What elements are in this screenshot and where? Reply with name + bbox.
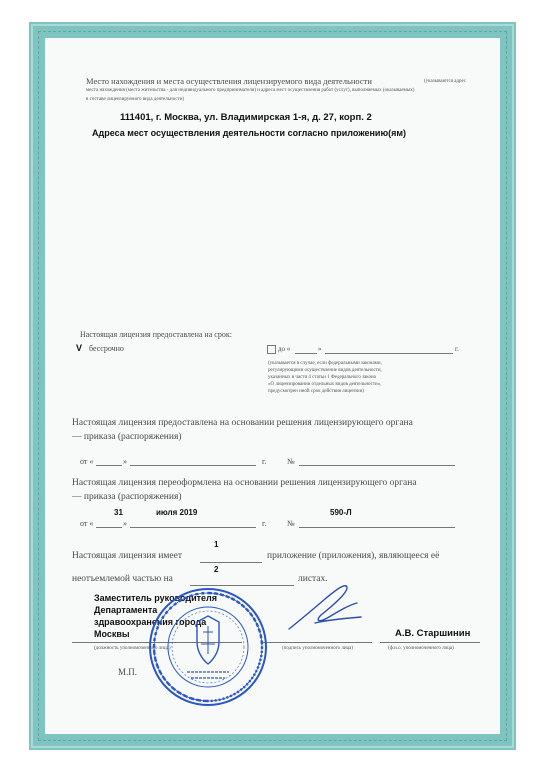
location-note-2: места нахождения (места жительства - для индивидуального предпринимателя) и адреса мест осуществления работ (услуг), выполняемых (оказываемых): [86, 88, 415, 93]
official-seal-image: [147, 586, 269, 708]
appendix-line-1-pre: Настоящая лицензия имеет: [72, 551, 183, 561]
basis-year: г.: [262, 457, 267, 466]
appendix-address-note: Адреса мест осуществления деятельности согласно приложению(ям): [92, 128, 407, 138]
signatory-position-1: Заместитель руководителя: [94, 593, 217, 603]
signatory-position-3: здравоохранения города: [94, 617, 207, 627]
basis-line-2: — приказа (распоряжения): [72, 432, 182, 442]
appendix-count: 1: [214, 540, 219, 549]
signature-line: [262, 642, 372, 643]
basis-number-sign: №: [287, 457, 295, 466]
reissue-close: »: [123, 519, 127, 528]
reissue-year: г.: [262, 519, 267, 528]
appendix-sheets: 2: [214, 565, 219, 574]
appendix-count-line: [200, 562, 262, 563]
reissue-number-sign: №: [287, 519, 295, 528]
signatory-name: А.В. Старшинин: [395, 628, 471, 639]
until-close: »: [318, 345, 322, 353]
reissue-line-2: — приказа (распоряжения): [72, 492, 182, 502]
basis-number-line: [299, 465, 455, 466]
location-note-1: (указываются адрес: [424, 79, 467, 84]
signatory-position-4: Москвы: [94, 629, 130, 639]
term-note-3: указанных в части 4 статьи 1 Федерального закона: [268, 375, 376, 380]
reissue-day-line: [96, 527, 122, 528]
appendix-line-2-post: листах.: [298, 574, 328, 584]
until-year: г.: [455, 345, 459, 353]
term-note-1: (указывается в случае, если федеральными законами,: [268, 361, 382, 366]
term-label: Настоящая лицензия предоставлена на срок:: [80, 330, 232, 339]
term-note-2: регулирующими осуществление видов деятельности,: [268, 368, 382, 373]
basis-from: от «: [80, 457, 94, 466]
basis-close: »: [123, 457, 127, 466]
name-line: [380, 642, 480, 643]
signature-note: (подпись уполномоченного лица): [282, 646, 354, 651]
until-label: до «: [278, 345, 291, 353]
signature-image: [285, 577, 365, 637]
indefinite-label: бессрочно: [89, 344, 124, 353]
indefinite-checkmark: V: [76, 343, 83, 353]
term-note-4: «О лицензировании отдельных видов деятельности»,: [268, 382, 382, 387]
reissue-line-1: Настоящая лицензия переоформлена на основании решения лицензирующего органа: [72, 478, 417, 488]
reissue-number: 590-Л: [330, 508, 352, 517]
until-date-line: [325, 353, 453, 354]
term-note-5: предусмотрен иной срок действия лицензии): [268, 389, 364, 394]
until-day-line: [295, 353, 317, 354]
basis-line-1: Настоящая лицензия предоставлена на основании решения лицензирующего органа: [72, 418, 413, 428]
signatory-position-2: Департамента: [94, 605, 158, 615]
basis-day-line: [96, 465, 122, 466]
appendix-line-1-post: приложение (приложения), являющееся её: [267, 551, 440, 561]
seal-place-label: М.П.: [118, 667, 138, 677]
licensee-address: 111401, г. Москва, ул. Владимирская 1-я, д. 27, корп. 2: [120, 112, 372, 123]
basis-date-line: [130, 465, 256, 466]
until-checkbox: [267, 345, 276, 354]
reissue-month-year: июля 2019: [156, 508, 198, 517]
appendix-line-2-pre: неотъемлемой частью на: [72, 574, 173, 584]
reissue-number-line: [299, 527, 455, 528]
reissue-day: 31: [114, 508, 123, 517]
reissue-date-line: [130, 527, 256, 528]
location-label: Место нахождения и места осуществления лицензируемого вида деятельности: [86, 76, 372, 86]
reissue-from: от «: [80, 519, 94, 528]
position-note: (должность уполномоченного лица): [94, 646, 171, 651]
location-note-3: в составе лицензируемого вида деятельности): [86, 97, 185, 102]
name-note: (ф.и.о. уполномоченного лица): [388, 646, 454, 651]
